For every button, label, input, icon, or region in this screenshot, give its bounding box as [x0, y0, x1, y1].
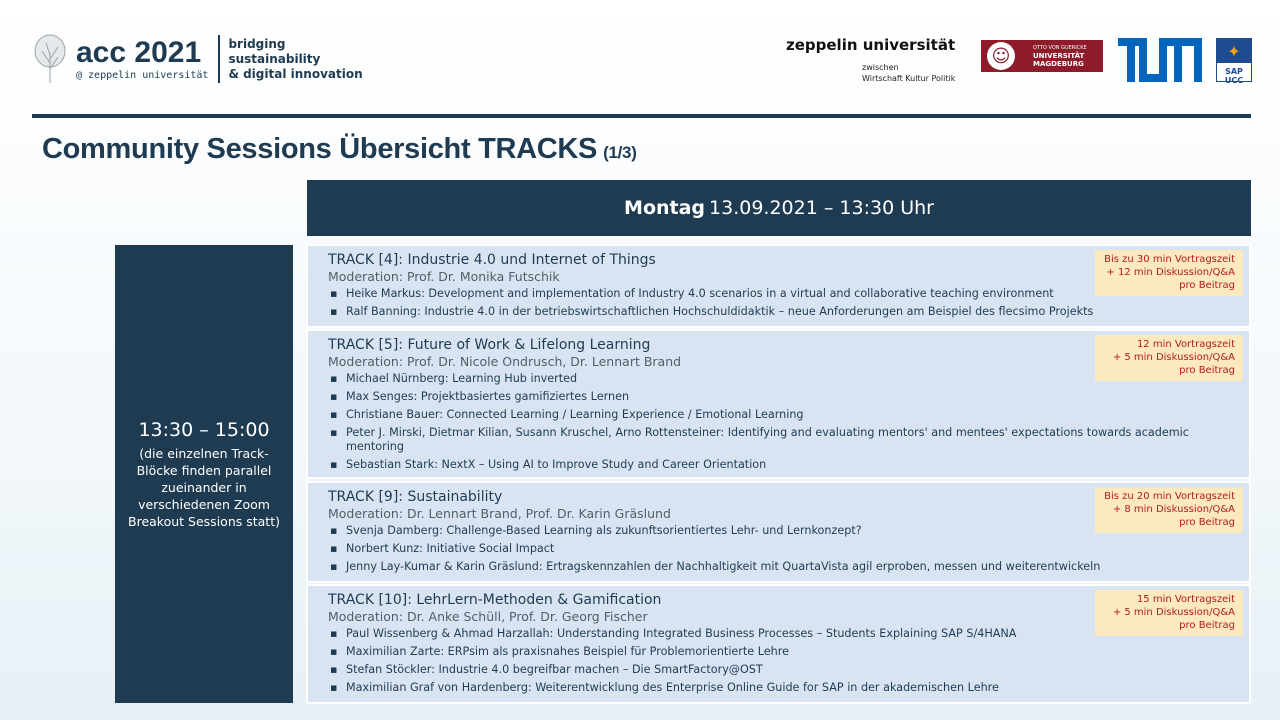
- acc-logo: [32, 32, 363, 86]
- list-item: ▪ Michael Nürnberg: Learning Hub inverted: [330, 372, 1249, 386]
- list-item: ▪ Max Senges: Projektbasiertes gamifiziertes Lernen: [330, 390, 1249, 404]
- track-title: TRACK [5]: Future of Work & Lifelong Learning: [328, 337, 651, 353]
- list-item: ▪ Heike Markus: Development and implementation of Industry 4.0 scenarios in a virtual and collaborative teaching environment: [330, 287, 1249, 301]
- track-moderation: Moderation: Prof. Dr. Monika Futschik: [328, 269, 560, 284]
- track-list: [328, 372, 1249, 471]
- list-item: ▪ Jenny Lay-Kumar & Karin Gräslund: Ertragskennzahlen der Nachhaltigkeit mit QuartaVista agil erproben, messen und weiterentwickeln: [330, 560, 1249, 574]
- list-item: ▪ Peter J. Mirski, Dietmar Kilian, Susann Kruschel, Arno Rottensteiner: Identifying and evaluating mentors' and mentees' expectations towards academic mentoring: [330, 426, 1249, 453]
- tum-logo: [1118, 38, 1202, 82]
- track-4: [306, 244, 1251, 328]
- track-9: [306, 481, 1251, 583]
- globe-icon: ✦: [1217, 39, 1251, 63]
- timing-badge: Bis zu 20 min Vortragszeit + 8 min Diskussion/Q&A pro Beitrag: [1095, 487, 1243, 533]
- brand-title: acc 2021: [76, 35, 202, 69]
- list-item: ▪ Ralf Banning: Industrie 4.0 in der betriebswirtschaftlichen Hochschuldidaktik – neue Anforderungen am Beispiel des flecsimo Projekts: [330, 305, 1249, 319]
- header-rule: [32, 114, 1251, 118]
- list-item: ▪ Sebastian Stark: NextX – Using AI to Improve Study and Career Orientation: [330, 458, 1249, 472]
- time-slot-box: 13:30 – 15:00 (die einzelnen Track-Blöcke finden parallel zueinander in verschiedenen Zoom Breakout Sessions statt): [115, 245, 293, 703]
- brand-subtitle: @ zeppelin universität: [76, 69, 209, 81]
- zeppelin-logo: zeppelin universität zwischen Wirtschaft Kultur Politik: [786, 36, 956, 83]
- list-item: ▪ Svenja Damberg: Challenge-Based Learning als zukunftsorientiertes Lehr- und Lernkonzept?: [330, 524, 1249, 538]
- list-item: ▪ Maximilian Graf von Hardenberg: Weiterentwicklung des Enterprise Online Guide for SAP in der akademischen Lehre: [330, 681, 1249, 695]
- track-title: TRACK [9]: Sustainability: [328, 489, 503, 505]
- track-moderation: Moderation: Dr. Anke Schüll, Prof. Dr. Georg Fischer: [328, 609, 648, 624]
- day-header: Montag 13.09.2021 – 13:30 Uhr: [307, 180, 1251, 236]
- ovgu-logo: ☺ OTTO VON GUERICKE UNIVERSITÄT MAGDEBURG: [981, 40, 1103, 72]
- guericke-portrait-icon: ☺: [987, 42, 1015, 70]
- track-moderation: Moderation: Prof. Dr. Nicole Ondrusch, Dr. Lennart Brand: [328, 354, 682, 369]
- header-separator: [218, 35, 220, 83]
- track-list: [328, 627, 1249, 695]
- tagline: bridging sustainability & digital innovation: [228, 36, 363, 81]
- timing-badge: Bis zu 30 min Vortragszeit + 12 min Diskussion/Q&A pro Beitrag: [1095, 250, 1243, 296]
- track-title: TRACK [4]: Industrie 4.0 und Internet of Things: [328, 252, 656, 268]
- track-title: TRACK [10]: LehrLern-Methoden & Gamification: [328, 592, 662, 608]
- timing-badge: 12 min Vortragszeit + 5 min Diskussion/Q&A pro Beitrag: [1095, 335, 1243, 381]
- track-5: [306, 329, 1251, 479]
- list-item: ▪ Maximilian Zarte: ERPsim als praxisnahes Beispiel für Problemorientierte Lehre: [330, 645, 1249, 659]
- timing-badge: 15 min Vortragszeit + 5 min Diskussion/Q&A pro Beitrag: [1095, 590, 1243, 636]
- track-10: [306, 584, 1251, 704]
- sap-ucc-logo: ✦ SAP UCC: [1216, 38, 1252, 82]
- track-moderation: Moderation: Dr. Lennart Brand, Prof. Dr. Karin Gräslund: [328, 506, 671, 521]
- page-title: Community Sessions Übersicht TRACKS (1/3): [42, 133, 637, 165]
- list-item: ▪ Christiane Bauer: Connected Learning / Learning Experience / Emotional Learning: [330, 408, 1249, 422]
- list-item: ▪ Paul Wissenberg & Ahmad Harzallah: Understanding Integrated Business Processes – Students Explaining SAP S/4HANA: [330, 627, 1249, 641]
- list-item: ▪ Norbert Kunz: Initiative Social Impact: [330, 542, 1249, 556]
- list-item: ▪ Stefan Stöckler: Industrie 4.0 begreifbar machen – Die SmartFactory@OST: [330, 663, 1249, 677]
- tree-icon: [32, 33, 68, 85]
